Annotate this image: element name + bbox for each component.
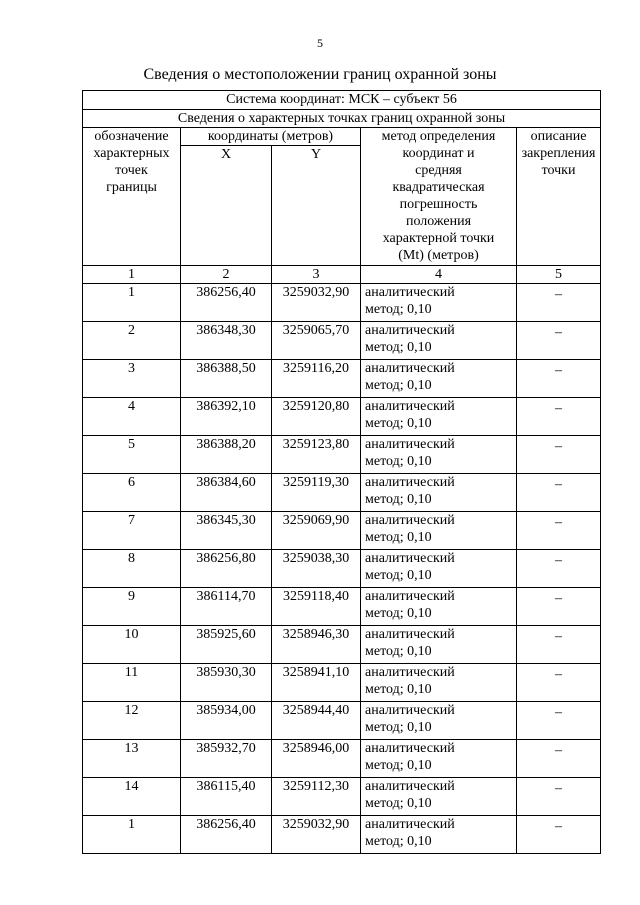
table-row	[83, 398, 601, 436]
point-number: 8	[83, 550, 181, 588]
table-row	[83, 322, 601, 360]
header-designation: обозначение характерных точек границы	[83, 128, 181, 266]
method-cell	[361, 436, 517, 474]
method-cell	[361, 512, 517, 550]
table-row	[83, 778, 601, 816]
method-line: метод; 0,10	[365, 378, 432, 393]
coordinate-x: 386388,20	[181, 436, 272, 474]
description-cell: –	[517, 816, 601, 854]
description-cell: –	[517, 778, 601, 816]
coordinate-y: 3259032,90	[272, 816, 361, 854]
description-cell: –	[517, 360, 601, 398]
coordinate-x: 386256,40	[181, 816, 272, 854]
point-number: 4	[83, 398, 181, 436]
method-line: аналитический	[365, 361, 455, 376]
coordinate-x: 386115,40	[181, 778, 272, 816]
method-line: аналитический	[365, 703, 455, 718]
method-cell	[361, 702, 517, 740]
description-cell: –	[517, 550, 601, 588]
table-row	[83, 474, 601, 512]
method-line: аналитический	[365, 475, 455, 490]
coordinate-y: 3258946,00	[272, 740, 361, 778]
method-line: аналитический	[365, 437, 455, 452]
method-line: метод; 0,10	[365, 644, 432, 659]
point-number: 5	[83, 436, 181, 474]
method-cell	[361, 816, 517, 854]
boundary-points-table	[82, 90, 601, 854]
coordinate-x: 386345,30	[181, 512, 272, 550]
point-number: 10	[83, 626, 181, 664]
table-row	[83, 436, 601, 474]
description-cell: –	[517, 436, 601, 474]
coordinate-x: 386348,30	[181, 322, 272, 360]
coordinate-y: 3259065,70	[272, 322, 361, 360]
method-cell	[361, 550, 517, 588]
header-x: X	[181, 146, 272, 266]
coordinate-y: 3259120,80	[272, 398, 361, 436]
method-cell	[361, 474, 517, 512]
method-line: метод; 0,10	[365, 720, 432, 735]
method-line: аналитический	[365, 779, 455, 794]
method-line: аналитический	[365, 551, 455, 566]
description-cell: –	[517, 474, 601, 512]
method-line: аналитический	[365, 665, 455, 680]
method-line: аналитический	[365, 589, 455, 604]
coordinate-y: 3259069,90	[272, 512, 361, 550]
table-row	[83, 740, 601, 778]
coordinate-x: 386392,10	[181, 398, 272, 436]
point-number: 2	[83, 322, 181, 360]
coordinate-x: 385934,00	[181, 702, 272, 740]
coordinate-y: 3258946,30	[272, 626, 361, 664]
table-row	[83, 702, 601, 740]
table-row	[83, 284, 601, 322]
column-number: 1	[83, 266, 181, 284]
method-line: метод; 0,10	[365, 606, 432, 621]
description-cell: –	[517, 626, 601, 664]
point-number: 9	[83, 588, 181, 626]
point-number: 3	[83, 360, 181, 398]
description-cell: –	[517, 588, 601, 626]
method-line: аналитический	[365, 627, 455, 642]
method-line: метод; 0,10	[365, 568, 432, 583]
method-cell	[361, 588, 517, 626]
method-line: метод; 0,10	[365, 340, 432, 355]
method-line: аналитический	[365, 741, 455, 756]
coordinate-x: 385932,70	[181, 740, 272, 778]
method-cell	[361, 740, 517, 778]
coordinate-system-row	[83, 91, 601, 110]
table-row	[83, 626, 601, 664]
point-number: 11	[83, 664, 181, 702]
header-y: Y	[272, 146, 361, 266]
coordinate-y: 3259123,80	[272, 436, 361, 474]
table-row	[83, 360, 601, 398]
method-line: аналитический	[365, 285, 455, 300]
method-cell	[361, 626, 517, 664]
method-line: метод; 0,10	[365, 796, 432, 811]
coordinate-x: 386256,80	[181, 550, 272, 588]
table-row	[83, 512, 601, 550]
header-method: метод определения координат и средняя квадратическая погрешность положения характерной точки (Mt) (метров)	[361, 128, 517, 266]
table-row	[83, 664, 601, 702]
method-line: метод; 0,10	[365, 492, 432, 507]
point-number: 1	[83, 284, 181, 322]
coordinate-x: 385925,60	[181, 626, 272, 664]
point-number: 13	[83, 740, 181, 778]
method-cell	[361, 664, 517, 702]
method-line: метод; 0,10	[365, 530, 432, 545]
page-number: 5	[317, 36, 323, 50]
method-line: метод; 0,10	[365, 416, 432, 431]
method-line: метод; 0,10	[365, 302, 432, 317]
coordinate-x: 386384,60	[181, 474, 272, 512]
description-cell: –	[517, 664, 601, 702]
header-description: описание закрепления точки	[517, 128, 601, 266]
point-number: 7	[83, 512, 181, 550]
description-cell: –	[517, 284, 601, 322]
column-number: 4	[361, 266, 517, 284]
coordinate-y: 3259032,90	[272, 284, 361, 322]
method-line: метод; 0,10	[365, 682, 432, 697]
description-cell: –	[517, 322, 601, 360]
description-cell: –	[517, 702, 601, 740]
description-cell: –	[517, 740, 601, 778]
coordinate-x: 386114,70	[181, 588, 272, 626]
method-line: аналитический	[365, 323, 455, 338]
method-cell	[361, 284, 517, 322]
coordinate-x: 386388,50	[181, 360, 272, 398]
column-number: 3	[272, 266, 361, 284]
coordinate-system-label: Система координат: МСК – субъект 56	[83, 91, 601, 110]
coordinate-y: 3259112,30	[272, 778, 361, 816]
point-number: 14	[83, 778, 181, 816]
point-number: 12	[83, 702, 181, 740]
method-line: метод; 0,10	[365, 454, 432, 469]
document-title: Сведения о местоположении границ охранной зоны	[143, 66, 497, 83]
coordinate-y: 3259119,30	[272, 474, 361, 512]
coordinate-y: 3259116,20	[272, 360, 361, 398]
point-number: 1	[83, 816, 181, 854]
method-cell	[361, 360, 517, 398]
header-row-1	[83, 128, 601, 146]
method-cell	[361, 398, 517, 436]
description-cell: –	[517, 512, 601, 550]
coordinate-y: 3258944,40	[272, 702, 361, 740]
table-row	[83, 588, 601, 626]
table-row	[83, 550, 601, 588]
coordinate-y: 3259038,30	[272, 550, 361, 588]
point-number: 6	[83, 474, 181, 512]
method-line: метод; 0,10	[365, 758, 432, 773]
table-subtitle: Сведения о характерных точках границ охранной зоны	[83, 110, 601, 128]
table-subtitle-row	[83, 110, 601, 128]
coordinate-x: 386256,40	[181, 284, 272, 322]
column-number: 5	[517, 266, 601, 284]
method-line: аналитический	[365, 817, 455, 832]
table-row	[83, 816, 601, 854]
header-coordinates: координаты (метров)	[181, 128, 361, 146]
coordinate-y: 3259118,40	[272, 588, 361, 626]
method-cell	[361, 778, 517, 816]
description-cell: –	[517, 398, 601, 436]
method-cell	[361, 322, 517, 360]
method-line: метод; 0,10	[365, 834, 432, 849]
method-line: аналитический	[365, 513, 455, 528]
column-number-row	[83, 266, 601, 284]
method-line: аналитический	[365, 399, 455, 414]
column-number: 2	[181, 266, 272, 284]
coordinate-x: 385930,30	[181, 664, 272, 702]
coordinate-y: 3258941,10	[272, 664, 361, 702]
